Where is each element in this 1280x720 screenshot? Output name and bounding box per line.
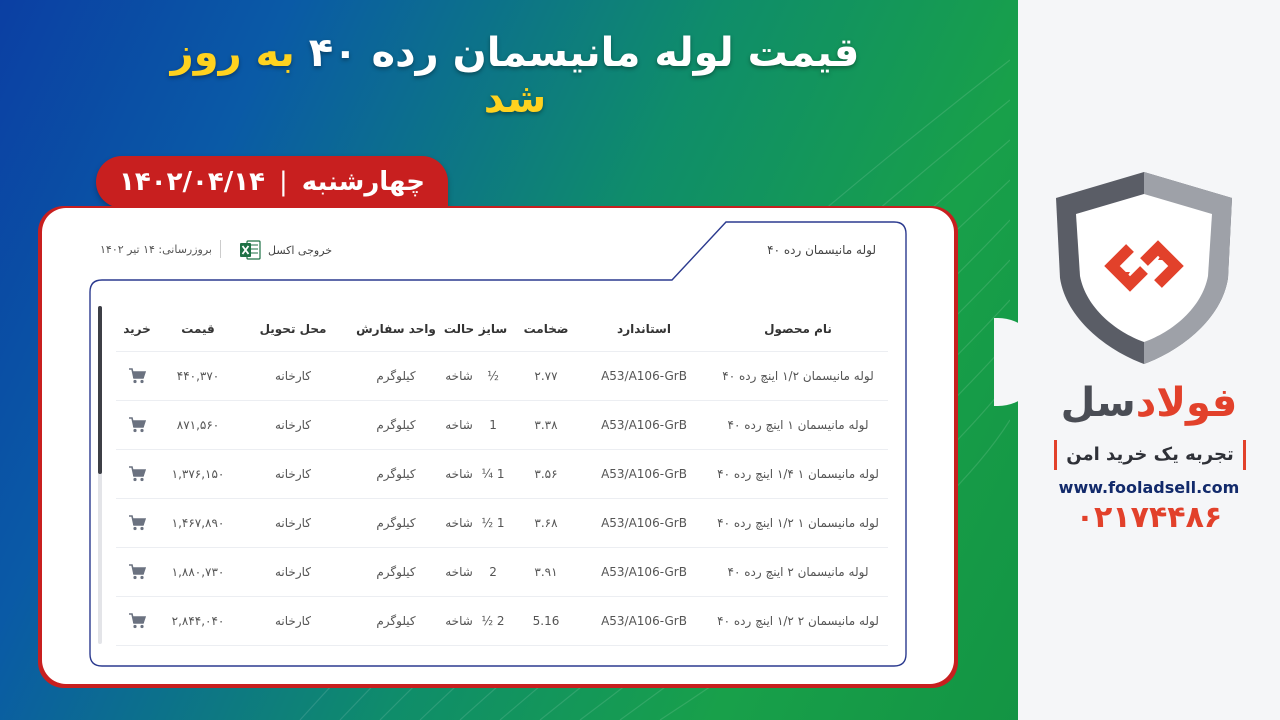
cell-thickness: 5.16 <box>532 614 560 628</box>
col-header-standard[interactable]: استاندارد <box>617 321 671 336</box>
cell-size: 1 <box>489 418 497 432</box>
cell-price: ۸۷۱,۵۶۰ <box>176 418 220 432</box>
day-name: چهارشنبه <box>301 167 425 197</box>
col-header-size[interactable]: سایز <box>478 321 508 336</box>
cell-unit: کیلوگرم <box>376 418 416 432</box>
cell-standard: A53/A106-GrB <box>601 614 687 628</box>
cell-state: شاخه <box>445 516 473 530</box>
page-title <box>150 30 880 122</box>
buy-button[interactable] <box>116 401 158 449</box>
cell-price: ۱,۸۸۰,۷۳۰ <box>171 565 225 579</box>
cell-state: شاخه <box>445 614 473 628</box>
cell-unit: کیلوگرم <box>376 467 416 481</box>
brand-slogan: تجربه یک خرید امن <box>1054 440 1246 470</box>
cell-unit: کیلوگرم <box>376 614 416 628</box>
cell-standard: A53/A106-GrB <box>601 565 687 579</box>
cell-price: ۱,۴۶۷,۸۹۰ <box>171 516 225 530</box>
cell-unit: کیلوگرم <box>376 565 416 579</box>
shopping-cart-icon[interactable] <box>128 564 146 580</box>
cell-size: 1 ½ <box>481 516 505 530</box>
cell-delivery: کارخانه <box>275 369 312 383</box>
col-header-state[interactable]: حالت <box>443 321 475 336</box>
cell-price: ۲,۸۴۴,۰۴۰ <box>171 614 225 628</box>
cell-standard: A53/A106-GrB <box>601 467 687 481</box>
cell-standard: A53/A106-GrB <box>601 418 687 432</box>
cell-name: لوله مانیسمان ۱ ۱/۲ اینچ رده ۴۰ <box>717 516 879 530</box>
date-separator: | <box>279 167 288 197</box>
cell-thickness: ۳.۹۱ <box>534 565 558 579</box>
cell-state: شاخه <box>445 565 473 579</box>
cell-delivery: کارخانه <box>275 565 312 579</box>
scrollbar-thumb[interactable] <box>98 306 102 474</box>
col-header-buy: خرید <box>123 321 151 336</box>
shopping-cart-icon[interactable] <box>128 515 146 531</box>
cell-size: 1 ¼ <box>481 467 505 481</box>
toolbar-divider <box>220 240 221 258</box>
price-table <box>116 306 888 646</box>
cell-size: 2 ½ <box>481 614 505 628</box>
cell-thickness: ۲.۷۷ <box>534 369 558 383</box>
table-row[interactable] <box>116 548 888 597</box>
col-header-thickness[interactable]: ضخامت <box>523 321 569 336</box>
date-value: ۱۴۰۲/۰۴/۱۴ <box>119 167 265 197</box>
shopping-cart-icon[interactable] <box>128 613 146 629</box>
buy-button[interactable] <box>116 548 158 596</box>
cell-size: 2 <box>489 565 497 579</box>
cell-unit: کیلوگرم <box>376 516 416 530</box>
cell-price: ۱,۳۷۶,۱۵۰ <box>171 467 225 481</box>
col-header-price[interactable]: قیمت <box>181 321 215 336</box>
table-row[interactable] <box>116 450 888 499</box>
brand-name-part2: سل <box>1060 380 1136 426</box>
cell-state: شاخه <box>445 418 473 432</box>
date-badge <box>96 156 448 208</box>
buy-button[interactable] <box>116 499 158 547</box>
cell-name: لوله مانیسمان ۲ اینچ رده ۴۰ <box>727 565 869 579</box>
tab-title[interactable]: لوله مانیسمان رده ۴۰ <box>767 243 876 257</box>
cell-thickness: ۳.۵۶ <box>534 467 558 481</box>
excel-export-label: خروجی اکسل <box>268 243 333 257</box>
cell-thickness: ۳.۳۸ <box>534 418 558 432</box>
cell-thickness: ۳.۶۸ <box>534 516 558 530</box>
cell-state: شاخه <box>445 369 473 383</box>
cell-state: شاخه <box>445 467 473 481</box>
buy-button[interactable] <box>116 597 158 645</box>
excel-export-button[interactable] <box>238 238 346 262</box>
title-highlight: به روز شد <box>170 30 547 122</box>
buy-button[interactable] <box>116 352 158 400</box>
excel-icon <box>238 238 262 262</box>
cell-delivery: کارخانه <box>275 614 312 628</box>
cell-price: ۴۴۰,۳۷۰ <box>176 369 220 383</box>
cell-standard: A53/A106-GrB <box>601 516 687 530</box>
cell-size: ½ <box>487 369 499 383</box>
col-header-unit[interactable]: واحد سفارش <box>356 321 436 336</box>
shopping-cart-icon[interactable] <box>128 466 146 482</box>
table-row[interactable] <box>116 401 888 450</box>
brand-panel <box>1018 0 1280 720</box>
table-row[interactable] <box>116 597 888 646</box>
cell-name: لوله مانیسمان ۱/۲ اینچ رده ۴۰ <box>722 369 874 383</box>
brand-name-part1: فولاد <box>1135 380 1238 426</box>
table-header-row <box>116 306 888 352</box>
buy-button[interactable] <box>116 450 158 498</box>
cell-delivery: کارخانه <box>275 467 312 481</box>
website-link[interactable]: www.fooladsell.com <box>1058 478 1240 497</box>
brand-name <box>1018 380 1280 426</box>
cell-name: لوله مانیسمان ۱ ۱/۴ اینچ رده ۴۰ <box>717 467 879 481</box>
last-updated: بروزرسانی: ۱۴ تیر ۱۴۰۲ <box>100 243 212 256</box>
table-row[interactable] <box>116 352 888 401</box>
cell-standard: A53/A106-GrB <box>601 369 687 383</box>
cell-unit: کیلوگرم <box>376 369 416 383</box>
title-main: قیمت لوله مانیسمان رده ۴۰ <box>308 30 860 76</box>
shopping-cart-icon[interactable] <box>128 417 146 433</box>
cell-name: لوله مانیسمان ۲ ۱/۲ اینچ رده ۴۰ <box>717 614 879 628</box>
cell-name: لوله مانیسمان ۱ اینچ رده ۴۰ <box>727 418 869 432</box>
col-header-delivery[interactable]: محل تحویل <box>259 321 327 336</box>
shopping-cart-icon[interactable] <box>128 368 146 384</box>
shield-logo-icon <box>1052 168 1236 368</box>
phone-number[interactable]: ۰۲۱۷۴۴۸۶ <box>1075 500 1223 535</box>
cell-delivery: کارخانه <box>275 418 312 432</box>
table-row[interactable] <box>116 499 888 548</box>
cell-delivery: کارخانه <box>275 516 312 530</box>
col-header-name[interactable]: نام محصول <box>764 321 832 336</box>
